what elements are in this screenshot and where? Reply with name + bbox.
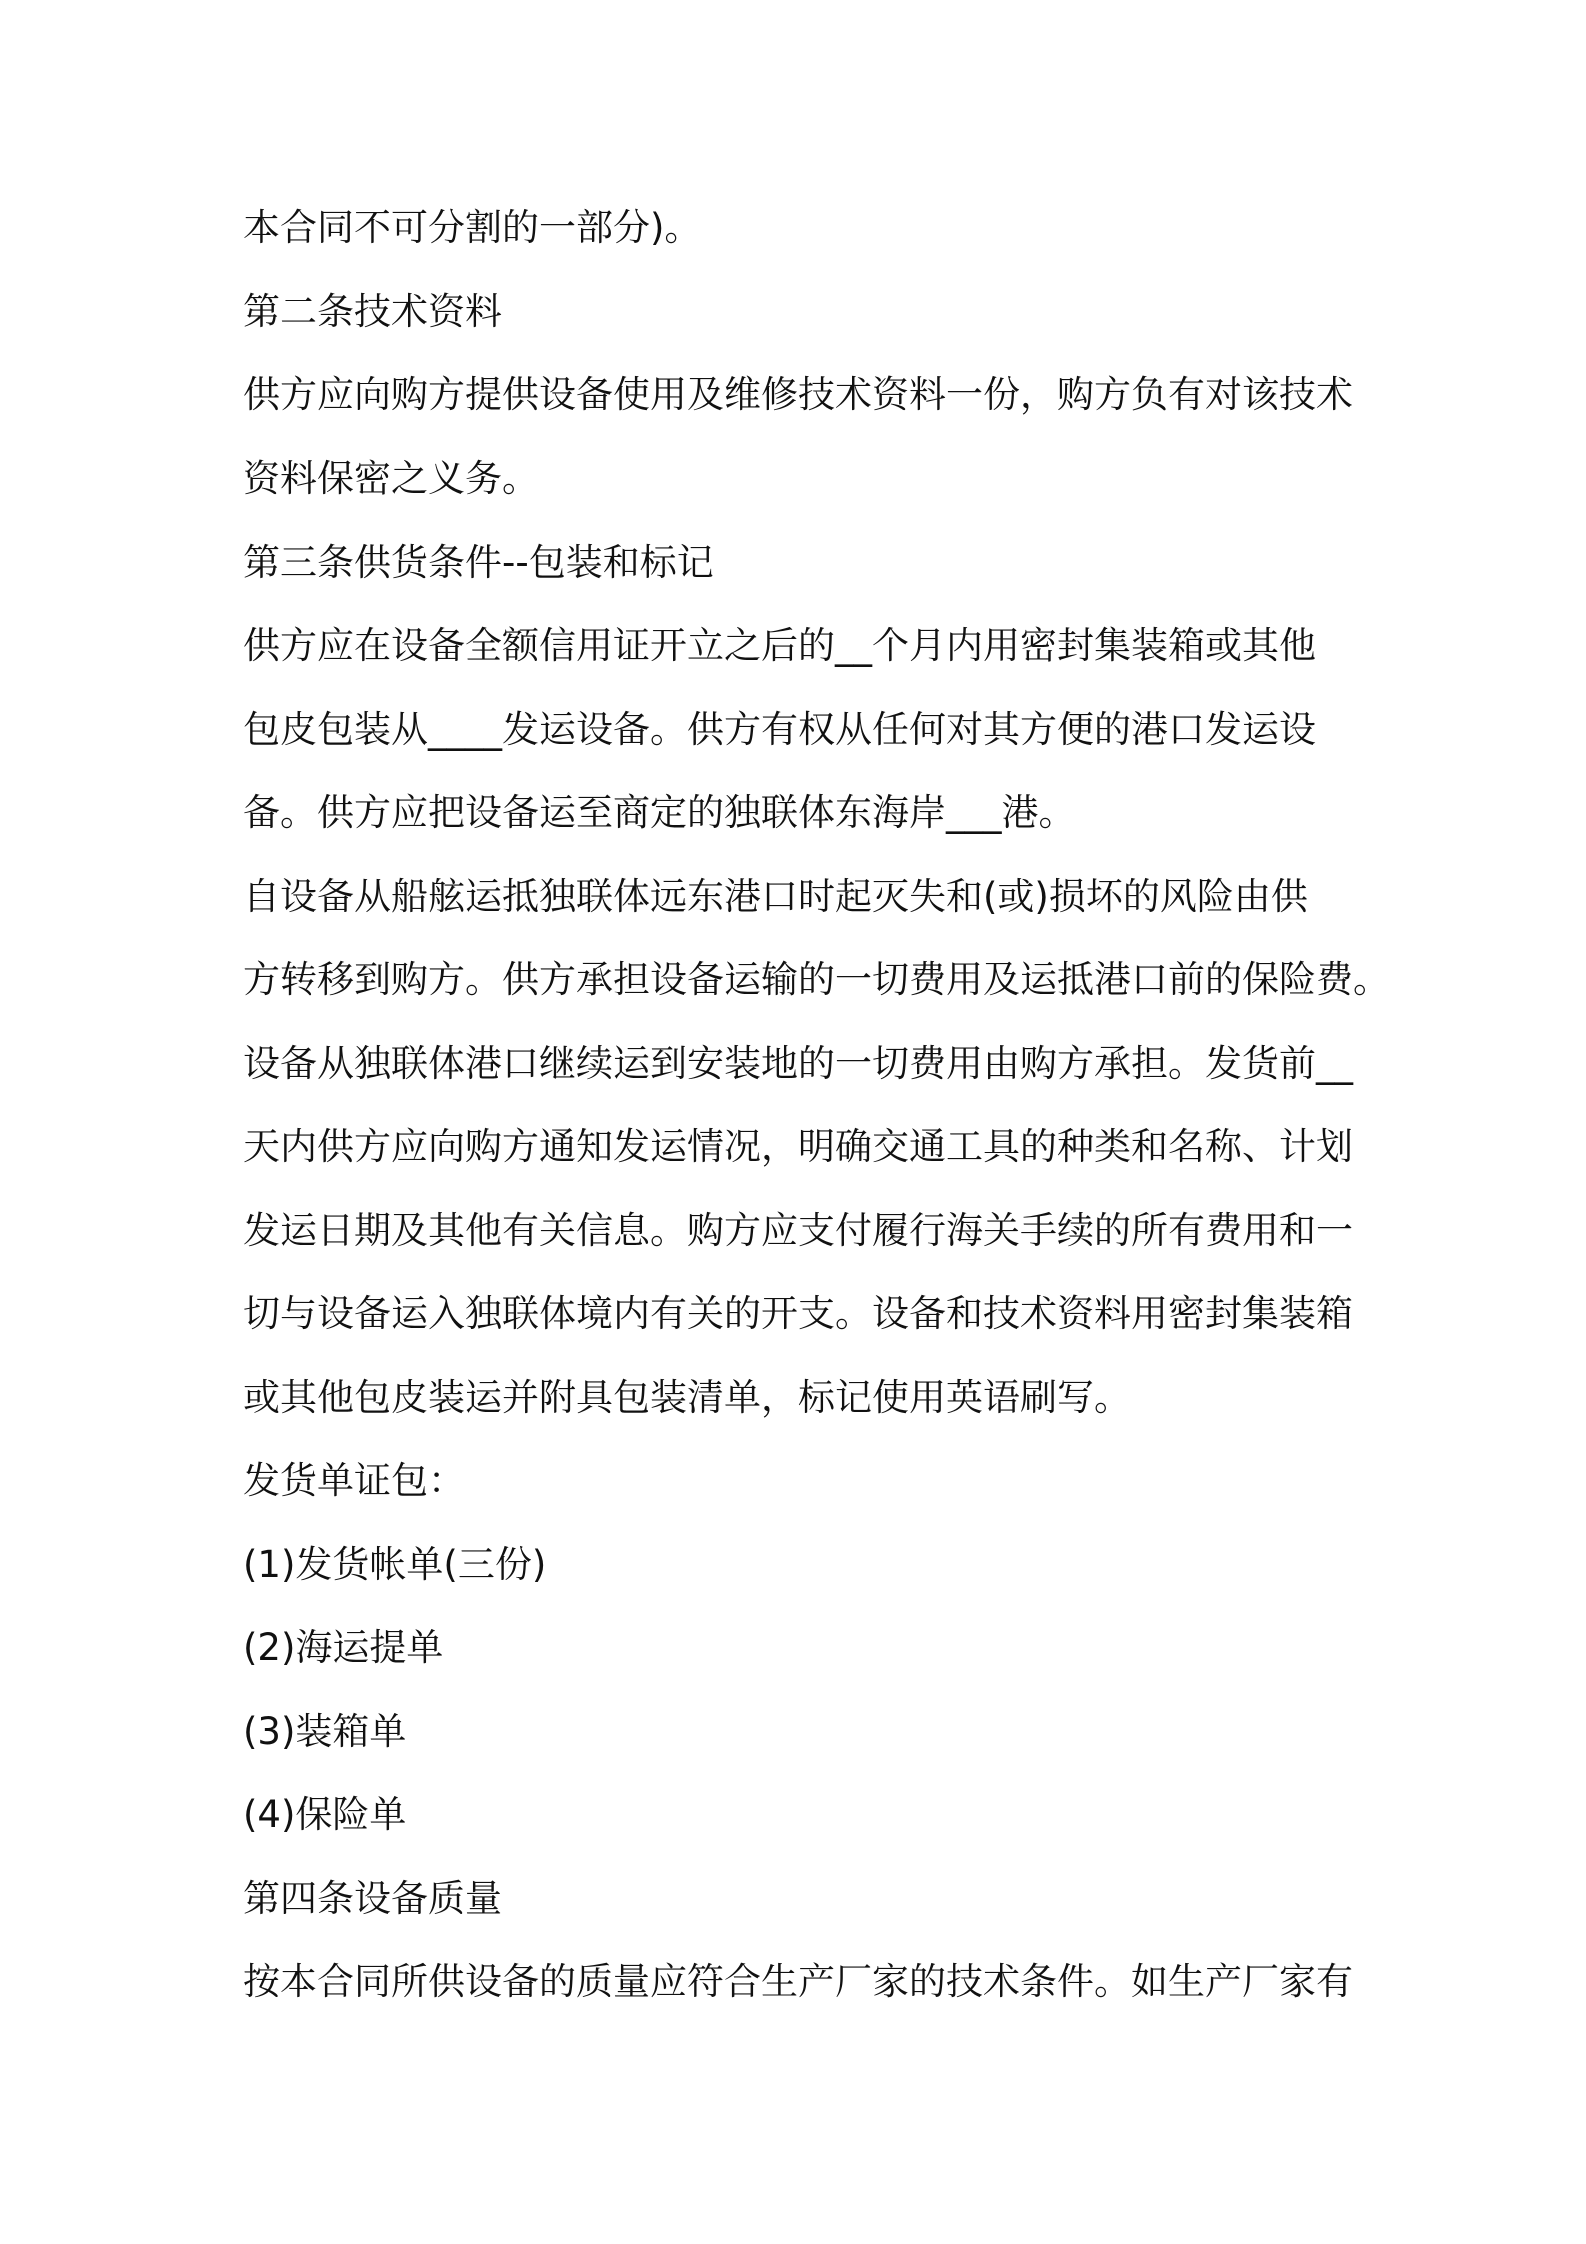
list-item: (3)装箱单 (243, 1710, 407, 1753)
text-line: 或其他包皮装运并附具包装清单，标记使用英语刷写。 (243, 1376, 1131, 1419)
text-line: 发运日期及其他有关信息。购方应支付履行海关手续的所有费用和一 (243, 1209, 1353, 1252)
text-line: 供方应在设备全额信用证开立之后的__个月内用密封集装箱或其他 (243, 624, 1316, 667)
text-line: 供方应向购方提供设备使用及维修技术资料一份，购方负有对该技术 (243, 373, 1353, 416)
text-line: 天内供方应向购方通知发运情况，明确交通工具的种类和名称、计划 (243, 1125, 1353, 1168)
text-line: 本合同不可分割的一部分)。 (243, 206, 702, 249)
article-heading: 第四条设备质量 (243, 1877, 502, 1920)
text-line: 按本合同所供设备的质量应符合生产厂家的技术条件。如生产厂家有 (243, 1960, 1353, 2003)
list-item: (2)海运提单 (243, 1626, 444, 1669)
text-line: 包皮包装从____发运设备。供方有权从任何对其方便的港口发运设 (243, 708, 1316, 751)
article-heading: 第三条供货条件--包装和标记 (243, 541, 714, 584)
text-line: 切与设备运入独联体境内有关的开支。设备和技术资料用密封集装箱 (243, 1292, 1353, 1335)
list-item: (4)保险单 (243, 1793, 407, 1836)
article-heading: 第二条技术资料 (243, 290, 502, 333)
text-line: 方转移到购方。供方承担设备运输的一切费用及运抵港口前的保险费。 (243, 958, 1390, 1001)
list-item: (1)发货帐单(三份) (243, 1543, 547, 1586)
text-line: 备。供方应把设备运至商定的独联体东海岸___港。 (243, 791, 1076, 834)
text-line: 自设备从船舷运抵独联体远东港口时起灭失和(或)损坏的风险由供 (243, 875, 1308, 918)
text-line: 发货单证包： (243, 1459, 465, 1502)
text-line: 资料保密之义务。 (243, 457, 539, 500)
text-line: 设备从独联体港口继续运到安装地的一切费用由购方承担。发货前__ (243, 1042, 1353, 1085)
